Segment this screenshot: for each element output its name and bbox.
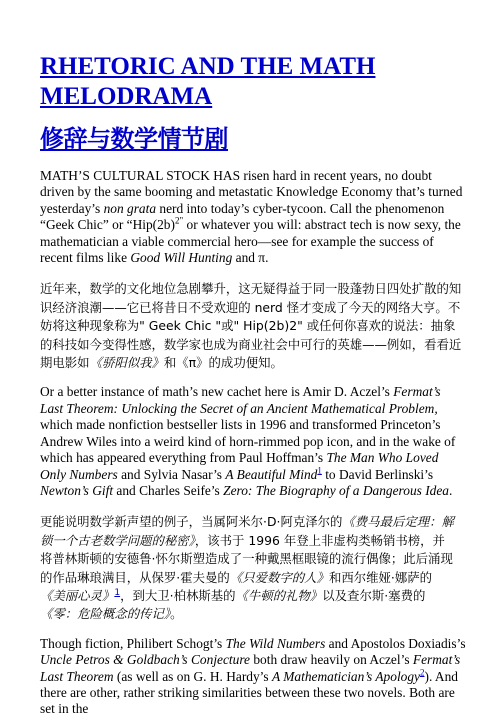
article: [40, 52, 466, 718]
title-english-link[interactable]: [40, 52, 466, 112]
footnote-link-1-zh[interactable]: 1: [114, 587, 121, 598]
film-title-chinese: 《骄阳似我》: [89, 355, 164, 371]
book-title-beautiful-mind: A Beautiful Mind: [225, 466, 318, 482]
book-title-wild-numbers: The Wild Numbers: [225, 635, 326, 651]
text-line: 锁一个古老数学问题的秘密》，该书于 1996 年登上非虚构类畅销书榜，并: [40, 532, 445, 548]
book-title-fermats-last-theorem: Fermat’s Last Theorem: Unlocking the Secret of an Ancient Mathematical Problem,: [40, 384, 441, 416]
film-title-good-will-hunting: Good Will Hunting: [130, 250, 233, 266]
italic-non-grata: non grata: [103, 200, 157, 216]
title-chinese-link[interactable]: 修辞与数学情节剧: [40, 125, 228, 153]
title-line-1[interactable]: RHETORIC AND THE MATH: [40, 53, 376, 80]
book-title-mathematicians-apology: A Mathematician’s Apology: [271, 668, 420, 684]
paragraph-1-english: MATH’S CULTURAL STOCK HAS risen hard in recent years, no doubt driven by the same booming and metastatic Knowledge Economy that’s turned yesterday’s non grata nerd into today’s cyber-tycoon. Call the phenomenon “Geek Chic” or “$Hip(2b)^{2"}$ or whatever you will: abstract tech is now sexy, the mathematician a viable commercial hero—see for example the success of recent films like Good Will Hunting and π.: [40, 168, 463, 266]
paragraph-3-english: Though fiction, Philibert Schogt’s The Wild Numbers and Apostolos Doxiadis’s Uncle Petros & Goldbach’s Conjecture both draw heavily on Aczel’s Fermat’s Last Theorem (as well as on G. H. Hardy’s A Mathematician’s Apology$^2$). And there are other, rather striking similarities between these two novels. Both are set in the: [40, 635, 466, 717]
title-line-2[interactable]: MELODRAMA: [40, 83, 213, 110]
text-line: 更能说明数学新声望的例子，当属阿米尔·D·阿克泽尔的《费马最后定理：解: [40, 514, 454, 530]
book-title-zero: Zero: The Biography of a Dangerous Idea: [223, 482, 450, 498]
text-line: 的作品琳琅满目，从保罗·霍夫曼的《只爱数字的人》和西尔维娅·娜萨的: [40, 569, 433, 585]
paragraph-2-english: Or a better instance of math’s new cachet here is Amir D. Aczel’s Fermat’s Last Theorem: Unlocking the Secret of an Ancient Mathematical Problem, which made nonfiction bestseller lists in 1996 and transformed Princeton’s Andrew Wiles into a weird kind of horn-rimmed pop icon, and in the wake of which has appeared everything from Paul Hoffman’s The Man Who Loved Only Numbers and Sylvia Nasar’s A Beautiful Mind$^1$ to David Berlinski’s Newton’s Gift and Charles Seife’s Zero: The Biography of a Dangerous Idea.: [40, 384, 456, 498]
footnote-link-1[interactable]: 1: [317, 465, 322, 476]
book-title-newtons-gift: Newton’s Gift: [40, 482, 114, 498]
paragraph-1-chinese: 近年来，数学的文化地位急剧攀升，这无疑得益于同一股蓬勃日四处扩散的知识经济浪潮——它已将昔日不受欢迎的 nerd 怪才变成了今天的网络大亨。不妨将这种现象称为" Geek Chic "或" Hip(2b)2" 或任何你喜欢的说法：抽象的科技如今变得性感，数学家也成为商业社会中可行的英雄——例如，看看近期电影如《骄阳似我》和《π》的成功便知。: [40, 281, 462, 371]
book-title-uncle-petros: Uncle Petros & Goldbach’s Conjecture: [40, 652, 250, 668]
book-title-man-who-loved-numbers: The Man Who Loved Only Numbers: [40, 450, 439, 482]
text-line: 《零：危险概念的传记》。: [40, 606, 183, 622]
text-line: 将普林斯顿的安德鲁·怀尔斯塑造成了一种戴黑框眼镜的流行偶像；此后涌现: [40, 551, 453, 567]
paragraph-2-chinese: [40, 513, 466, 623]
footnote-link-2[interactable]: 2: [420, 667, 425, 678]
superscript: 2": [174, 215, 184, 226]
book-title-fermats-last-theorem-2: Fermat’s Last Theorem: [40, 652, 461, 684]
text-line: 《美丽心灵》$^1$，到大卫·柏林斯基的《牛顿的礼物》以及查尔斯·塞费的: [40, 587, 426, 603]
